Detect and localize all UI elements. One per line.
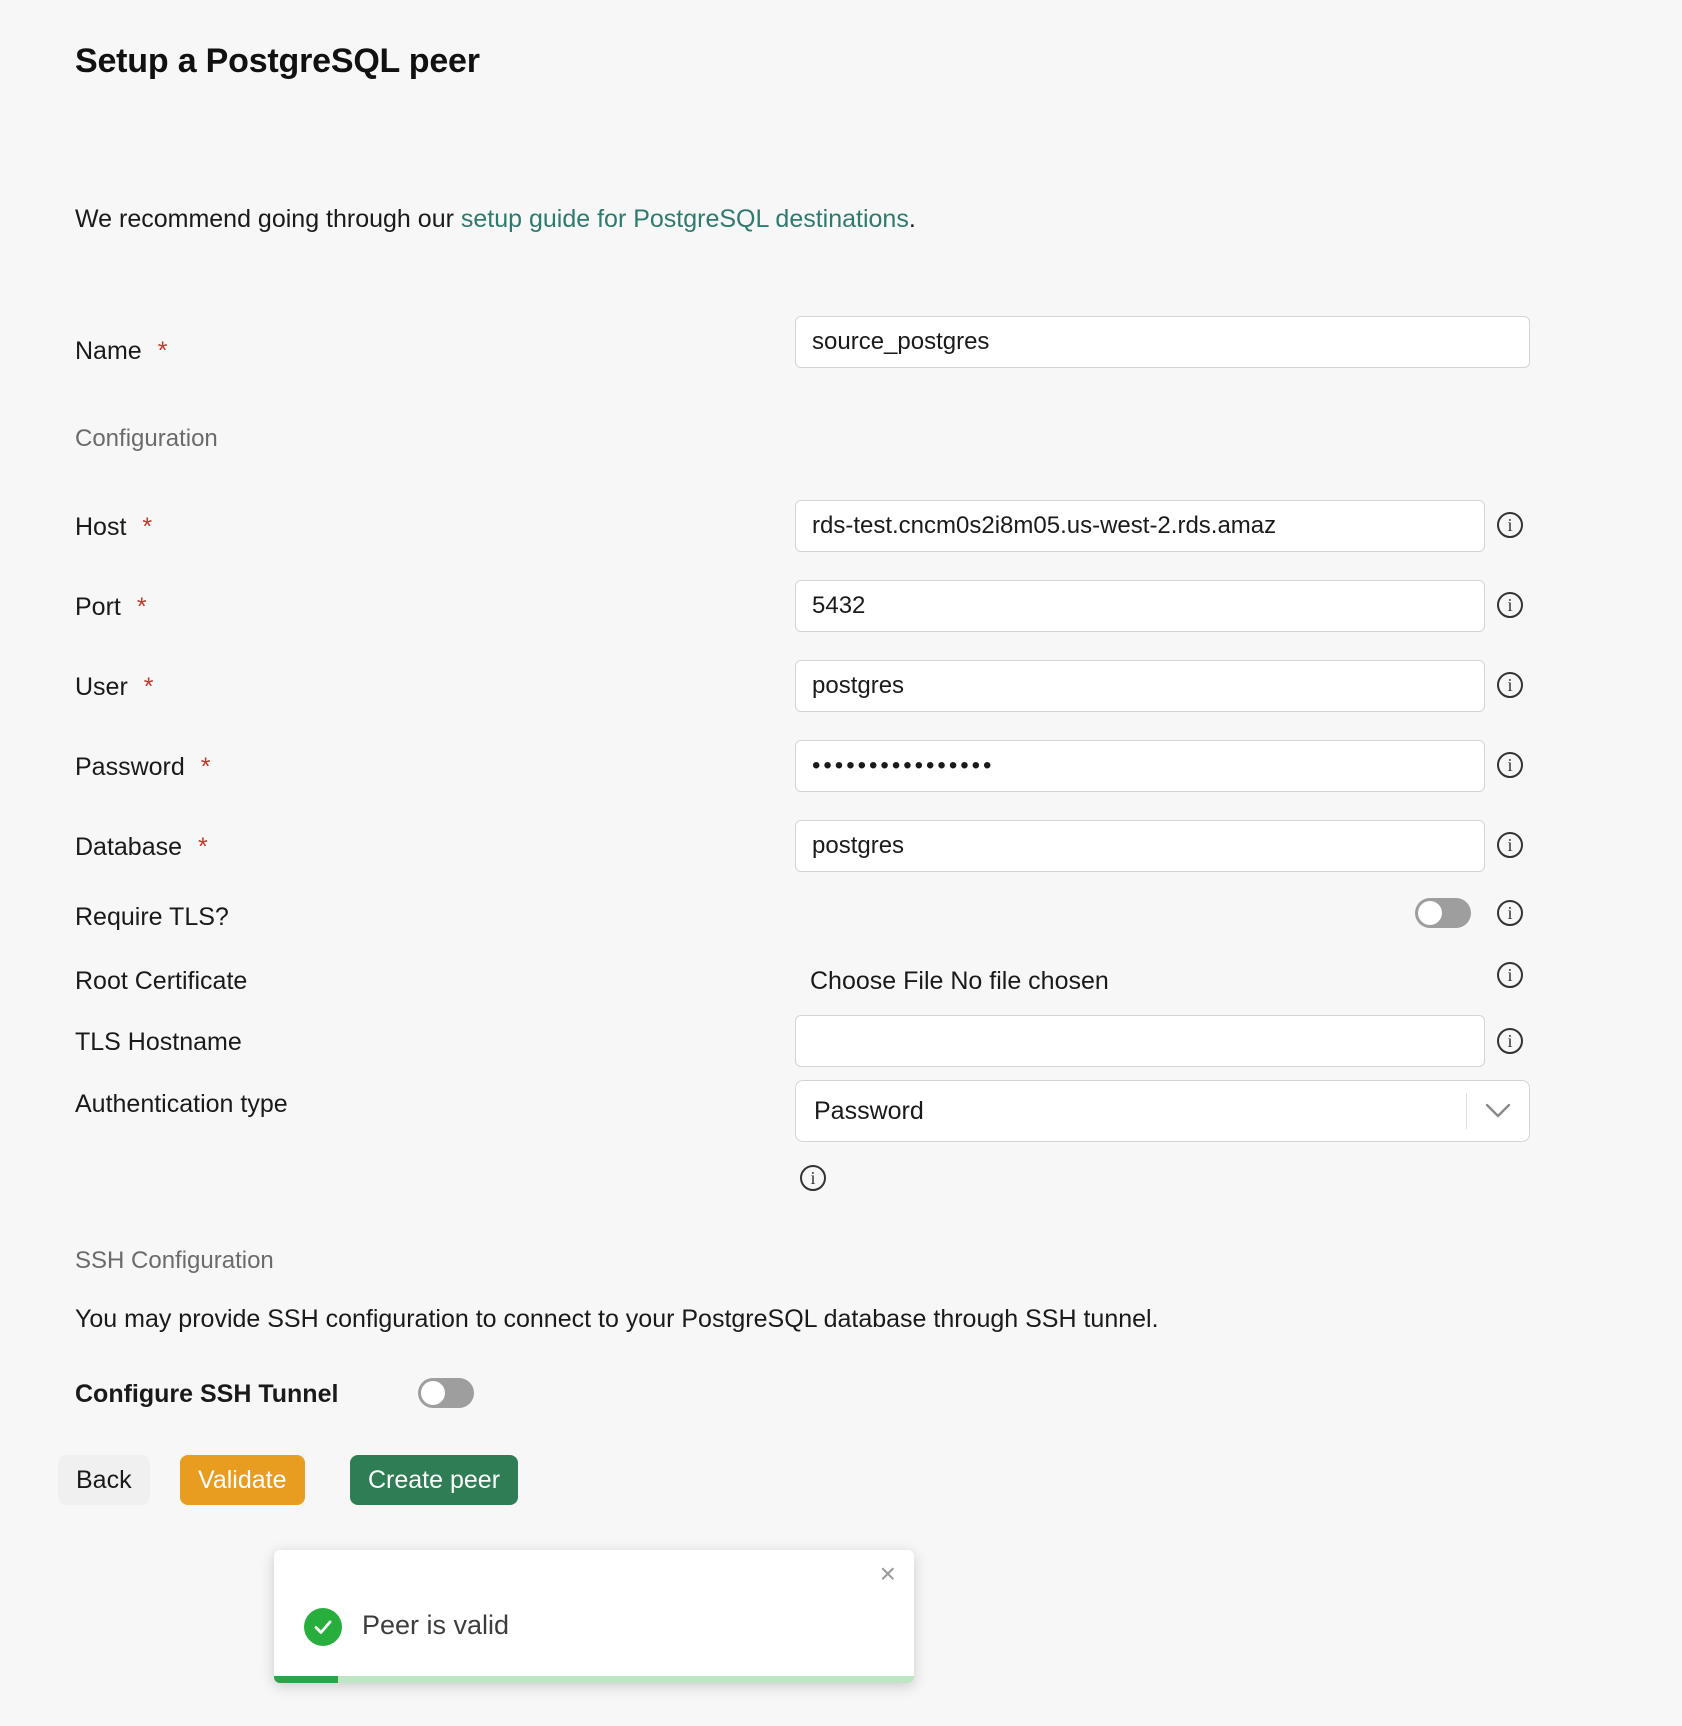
- name-label-text: Name: [75, 337, 142, 365]
- authentication-type-info-icon[interactable]: i: [800, 1165, 826, 1191]
- port-input[interactable]: [795, 580, 1485, 632]
- port-label: [75, 593, 147, 622]
- database-label-text: Database: [75, 833, 183, 861]
- intro-text: [75, 205, 916, 234]
- require-tls-label: Require TLS?: [75, 903, 229, 931]
- user-required-marker: *: [143, 673, 154, 701]
- host-required-marker: *: [142, 513, 153, 541]
- require-tls-info-icon[interactable]: i: [1497, 900, 1523, 926]
- root-certificate-info-icon[interactable]: i: [1497, 962, 1523, 988]
- host-info-icon[interactable]: i: [1497, 512, 1523, 538]
- password-label-text: Password: [75, 753, 185, 781]
- toast-message: Peer is valid: [362, 1610, 510, 1640]
- tls-hostname-info-icon[interactable]: i: [1497, 1028, 1523, 1054]
- toast-progress-track: [274, 1676, 914, 1683]
- root-certificate-file-status: No file chosen: [950, 967, 1109, 995]
- success-check-icon: [304, 1608, 342, 1646]
- validate-button[interactable]: Validate: [180, 1455, 305, 1505]
- setup-guide-link[interactable]: setup guide for PostgreSQL destinations: [460, 205, 909, 233]
- password-label: [75, 753, 211, 782]
- require-tls-toggle-knob: [1418, 901, 1442, 925]
- authentication-type-value: Password: [814, 1096, 924, 1125]
- name-input[interactable]: [795, 316, 1530, 368]
- configure-ssh-tunnel-toggle[interactable]: [418, 1378, 474, 1408]
- chevron-down-icon[interactable]: [1467, 1103, 1529, 1119]
- configuration-section-label: Configuration: [75, 425, 218, 452]
- user-info-icon[interactable]: i: [1497, 672, 1523, 698]
- port-info-icon[interactable]: i: [1497, 592, 1523, 618]
- root-certificate-label: Root Certificate: [75, 967, 248, 995]
- name-required-marker: *: [157, 337, 168, 365]
- host-label: [75, 513, 152, 542]
- page-title: Setup a PostgreSQL peer: [75, 42, 480, 80]
- database-required-marker: *: [198, 833, 208, 861]
- host-label-text: Host: [75, 513, 127, 541]
- close-icon[interactable]: ×: [879, 1558, 896, 1589]
- password-required-marker: *: [200, 753, 211, 781]
- password-input[interactable]: [795, 740, 1485, 792]
- host-input[interactable]: [795, 500, 1485, 552]
- name-label: [75, 337, 167, 366]
- authentication-type-label: Authentication type: [75, 1090, 288, 1118]
- intro-suffix: .: [908, 205, 916, 233]
- password-info-icon[interactable]: i: [1497, 752, 1523, 778]
- back-button[interactable]: Back: [58, 1455, 150, 1505]
- intro-prefix: We recommend going through our: [75, 205, 461, 233]
- create-peer-button[interactable]: Create peer: [350, 1455, 518, 1505]
- toast-progress-fill: [274, 1676, 338, 1683]
- authentication-type-select[interactable]: [795, 1080, 1530, 1142]
- root-certificate-choose-file-button[interactable]: Choose File: [810, 967, 944, 995]
- user-label: [75, 673, 154, 702]
- database-input[interactable]: [795, 820, 1485, 872]
- configure-ssh-tunnel-label: Configure SSH Tunnel: [75, 1380, 339, 1408]
- database-label: [75, 833, 208, 862]
- tls-hostname-input[interactable]: [795, 1015, 1485, 1067]
- configure-ssh-tunnel-toggle-knob: [421, 1381, 445, 1405]
- database-info-icon[interactable]: i: [1497, 832, 1523, 858]
- user-label-text: User: [75, 673, 128, 701]
- ssh-configuration-section-label: SSH Configuration: [75, 1247, 274, 1274]
- ssh-description: You may provide SSH configuration to connect to your PostgreSQL database through SSH tunnel.: [75, 1305, 1159, 1333]
- root-certificate-file-picker[interactable]: [810, 967, 1109, 996]
- require-tls-toggle[interactable]: [1415, 898, 1471, 928]
- toast-notification: [274, 1550, 914, 1683]
- user-input[interactable]: [795, 660, 1485, 712]
- tls-hostname-label: TLS Hostname: [75, 1028, 242, 1056]
- port-label-text: Port: [75, 593, 121, 621]
- port-required-marker: *: [136, 593, 147, 621]
